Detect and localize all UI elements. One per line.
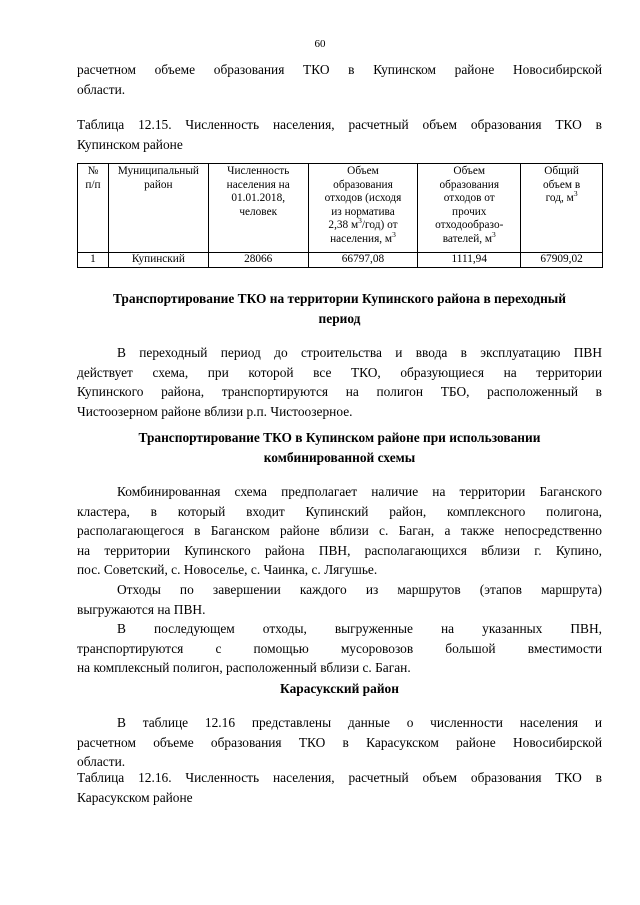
heading-combined-scheme: Транспортирование ТКО в Купинском районе при использовании комбинированной схемы — [138, 430, 541, 465]
cell-district: Купинский — [108, 253, 208, 268]
header-number: № п/п — [78, 164, 109, 253]
header-total: Общий объем в год, $м^3$ — [521, 164, 603, 253]
intro-paragraph — [77, 60, 602, 99]
table-caption-1-line-2: Купинском районе — [77, 136, 183, 152]
heading-karasuk-district: Карасукский район — [280, 681, 399, 696]
table-header-row — [78, 164, 603, 253]
header-population-waste: Объем образования отходов (исходя из норматива 2,38 $м^3/год$) от населения, $м^3$ — [308, 164, 418, 253]
header-other-waste: Объем образования отходов от прочих отходообразо- вателей, $м^3$ — [418, 164, 521, 253]
table-caption-1 — [77, 115, 602, 154]
intro-line-2: области. — [77, 81, 126, 97]
table-row — [78, 253, 603, 268]
paragraph-combined-scheme: Комбинированная схема предполагает наличие на территории Баганского кластера, в который входит Купинский район, комплексного полигона, располагающегося в Баганском районе вблизи с. Баган, а также непосредственно на территории Купинского района ПВН, располагающихся вблизи г. Купино, пос. Советский, с. Новоселье, с. Чаинка, с. Лягушье. Отходы по завершении каждого из маршрутов (этапов маршрута) выгружаются на ПВН. В последующем отходы, выгруженные на указанных ПВН, транспортируются с помощью мусоровозов большой вместимости на комплексный полигон, расположенный вблизи с. Баган. — [77, 484, 602, 676]
cell-population-waste: 66797,08 — [308, 253, 418, 268]
page-number: 60 — [314, 38, 326, 50]
header-population: Численность населения на 01.01.2018, человек — [208, 164, 308, 253]
population-waste-table — [77, 163, 603, 268]
cell-other-waste: 1111,94 — [418, 253, 521, 268]
paragraph-transition-period: В переходный период до строительства и ввода в эксплуатацию ПВН действует схема, при которой все ТКО, образующиеся на территории Купинского района, транспортируются на полигон ТБО, расположенный в Чистоозерном районе вблизи р.п. Чистоозерное. — [77, 345, 602, 419]
heading-transition-period: Транспортирование ТКО на территории Купинского района в переходный период — [113, 291, 566, 326]
cell-population: 28066 — [208, 253, 308, 268]
intro-line-1: расчетном объеме образования ТКО в Купинском районе Новосибирской — [77, 62, 602, 77]
header-district: Муниципальный район — [108, 164, 208, 253]
paragraph-karasuk-intro: В таблице 12.16 представлены данные о численности населения и расчетном объеме образования ТКО в Карасукском районе Новосибирской области. — [77, 715, 602, 770]
table-caption-2: Таблица 12.16. Численность населения, расчетный объем образования ТКО в Карасукском районе — [77, 770, 602, 805]
table-caption-1-line-1: Таблица 12.15. Численность населения, расчетный объем образования ТКО в — [77, 117, 602, 132]
cell-total: 67909,02 — [521, 253, 603, 268]
cell-number: 1 — [78, 253, 109, 268]
